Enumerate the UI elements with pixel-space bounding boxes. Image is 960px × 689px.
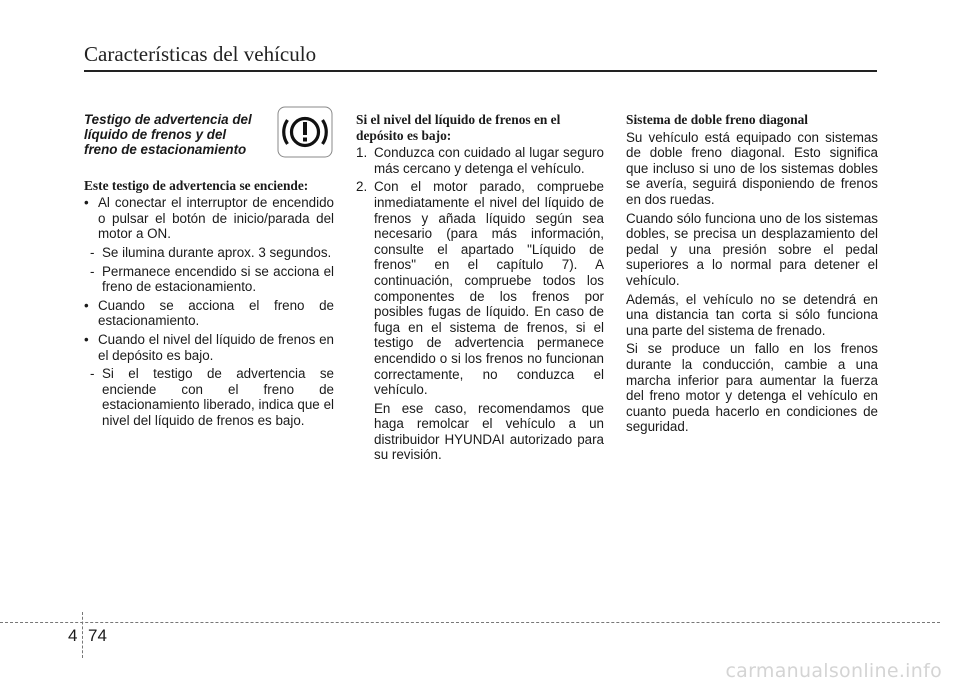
numbered-item: 2. Con el motor parado, compruebe inmediatamente el nivel del líquido de frenos y añada líquido según sea necesario (para más información, consulte el apartado "Líquido de frenos" en el capítulo 7). A continuación, compruebe todos los componentes de los frenos por posibles fugas de líquido. En caso de fuga en el sistema de frenos, si el testigo de advertencia permanece encendido o si los frenos no funcionan correctamente, no conduzca el vehículo. <box>356 179 604 398</box>
section-title: Testigo de advertencia del líquido de frenos y del freno de estacionamiento <box>84 112 252 158</box>
column-3 <box>626 112 878 438</box>
warning-subheading: Este testigo de advertencia se enciende: <box>84 177 309 193</box>
footer-separator <box>82 612 83 658</box>
page-number: 74 <box>88 626 107 645</box>
dash-mark: - <box>90 263 95 279</box>
paragraph: Cuando sólo funciona uno de los sistemas dobles, se precisa un desplazamiento del pedal y una presión sobre el pedal superiores a lo normal para detener el vehículo. <box>626 210 878 288</box>
paragraph: Si se produce un fallo en los frenos durante la conducción, cambie a una marcha inferior para aumentar la fuerza del freno motor y detenga el vehículo en cuanto pueda hacerlo en condiciones de seguridad. <box>626 341 878 435</box>
list-item: - Permanece encendido si se acciona el freno de estacionamiento. <box>90 263 334 295</box>
list-item: • Al conectar el interruptor de encendido o pulsar el botón de inicio/parada del motor a ON. <box>84 195 334 242</box>
list-item: • Cuando se acciona el freno de estacionamiento. <box>84 297 334 329</box>
continuation-paragraph: En ese caso, recomendamos que haga remolcar el vehículo a un distribuidor HYUNDAI autorizado para su revisión. <box>374 400 604 463</box>
dual-brake-subheading: Sistema de doble freno diagonal <box>626 112 809 127</box>
page-header-title: Características del vehículo <box>84 42 317 66</box>
bullet-mark: • <box>84 331 89 347</box>
footer-rule <box>0 622 940 623</box>
numbered-item: 1. Conduzca con cuidado al lugar seguro más cercano y detenga el vehículo. <box>356 145 604 176</box>
bullet-mark: • <box>84 297 89 313</box>
column-1 <box>84 112 334 432</box>
column-2 <box>356 112 604 466</box>
list-item: - Se ilumina durante aprox. 3 segundos. <box>90 244 332 260</box>
paragraph: Su vehículo está equipado con sistemas de doble freno diagonal. Esto significa que incluso si uno de los sistemas dobles se avería, seguirá disponiendo de frenos en dos ruedas. <box>626 129 878 207</box>
paragraph: Además, el vehículo no se detendrá en una distancia tan corta si sólo funciona una parte del sistema de frenado. <box>626 291 878 338</box>
dash-mark: - <box>90 366 95 382</box>
bullet-mark: • <box>84 195 89 211</box>
dash-mark: - <box>90 244 95 260</box>
header-rule <box>84 70 877 72</box>
chapter-number: 4 <box>68 626 78 645</box>
low-fluid-subheading: Si el nivel del líquido de frenos en el depósito es bajo: <box>356 112 561 143</box>
list-item: • Cuando el nivel del líquido de frenos en el depósito es bajo. <box>84 331 334 363</box>
list-item: - Si el testigo de advertencia se enciende con el freno de estacionamiento liberado, indica que el nivel del líquido de frenos es bajo. <box>90 366 334 428</box>
brake-warning-icon <box>277 106 333 158</box>
watermark: carmanualsonline.info <box>725 660 942 682</box>
